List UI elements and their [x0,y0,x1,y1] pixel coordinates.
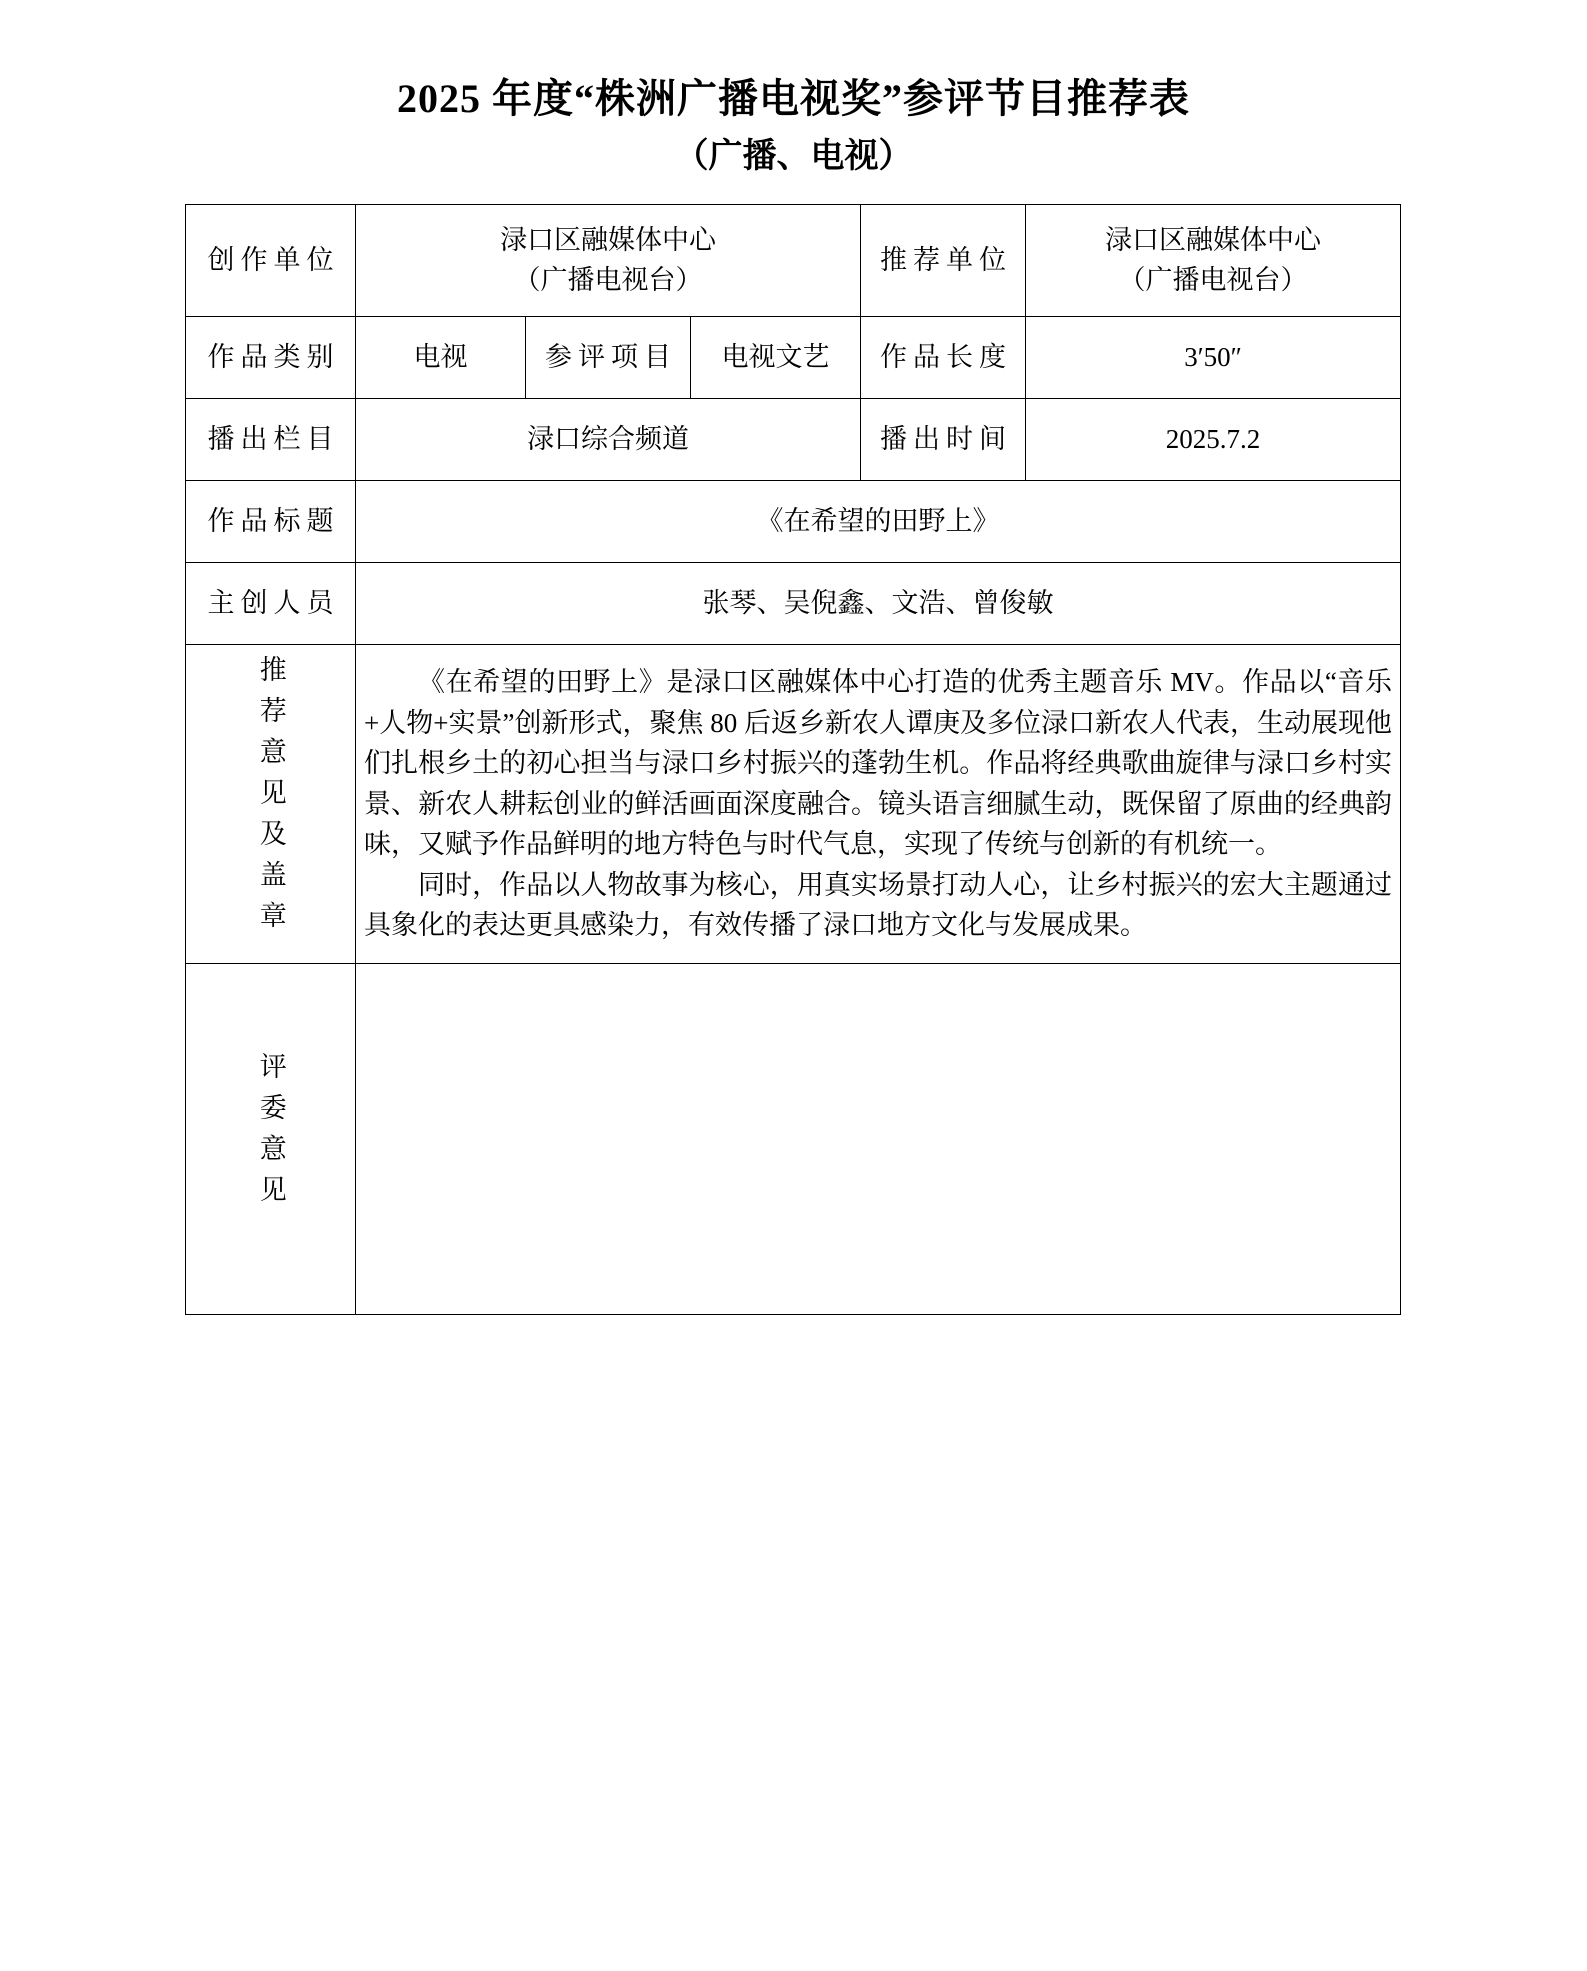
judges-opinion-label-cell [186,964,356,1315]
work-category-label: 作品类别 [186,316,356,398]
work-title-value: 《在希望的田野上》 [356,480,1401,562]
page-subtitle: （广播、电视） [674,138,913,175]
review-item-label: 参评项目 [526,316,691,398]
table-row [186,398,1401,480]
recommend-unit-value-line2: （广播电视台） [1118,265,1308,296]
page-title: 2025 年度“株洲广播电视奖”参评节目推荐表 [397,76,1190,121]
recommend-opinion-label-cell [186,644,356,964]
recommend-opinion-paragraph-1: 《在希望的田野上》是渌口区融媒体中心打造的优秀主题音乐 MV。作品以“音乐+人物+实景”创新形式，聚焦 80 后返乡新农人谭庚及多位渌口新农人代表，生动展现他们扎根乡土的初心担当与渌口乡村振兴的蓬勃生机。作品将经典歌曲旋律与渌口乡村实景、新农人耕耘创业的鲜活画面深度融合。镜头语言细腻生动，既保留了原曲的经典韵味，又赋予作品鲜明的地方特色与时代气息，实现了传统与创新的有机统一。 [364,667,1393,860]
broadcast-time-value: 2025.7.2 [1026,398,1401,480]
table-row [186,644,1401,964]
creator-unit-value-line1: 渌口区融媒体中心 [500,224,717,255]
recommendation-form-table [185,204,1401,1316]
work-length-value: 3′50″ [1026,316,1401,398]
review-item-value: 电视文艺 [691,316,861,398]
work-category-value: 电视 [356,316,526,398]
main-creators-value: 张琴、吴倪鑫、文浩、曾俊敏 [356,562,1401,644]
creator-unit-label: 创作单位 [186,204,356,316]
broadcast-column-label: 播出栏目 [186,398,356,480]
table-row [186,562,1401,644]
table-row [186,480,1401,562]
recommend-unit-value-line1: 渌口区融媒体中心 [1105,224,1322,255]
broadcast-time-label: 播出时间 [861,398,1026,480]
table-row [186,316,1401,398]
main-creators-label: 主创人员 [186,562,356,644]
recommend-unit-label: 推荐单位 [861,204,1026,316]
creator-unit-value-line2: （广播电视台） [513,265,703,296]
work-title-label: 作品标题 [186,480,356,562]
creator-unit-value [356,204,861,316]
table-row [186,964,1401,1315]
work-length-label: 作品长度 [861,316,1026,398]
broadcast-column-value: 渌口综合频道 [356,398,861,480]
judges-opinion-value[interactable] [356,964,1401,1315]
recommend-opinion-value [356,644,1401,964]
recommend-opinion-label: 推荐意见及盖章 [255,654,286,942]
recommend-opinion-paragraph-2: 同时，作品以人物故事为核心，用真实场景打动人心，让乡村振兴的宏大主题通过具象化的表达更具感染力，有效传播了渌口地方文化与发展成果。 [364,869,1393,941]
recommend-unit-value [1026,204,1401,316]
judges-opinion-label: 评委意见 [255,1051,286,1216]
table-row [186,204,1401,316]
